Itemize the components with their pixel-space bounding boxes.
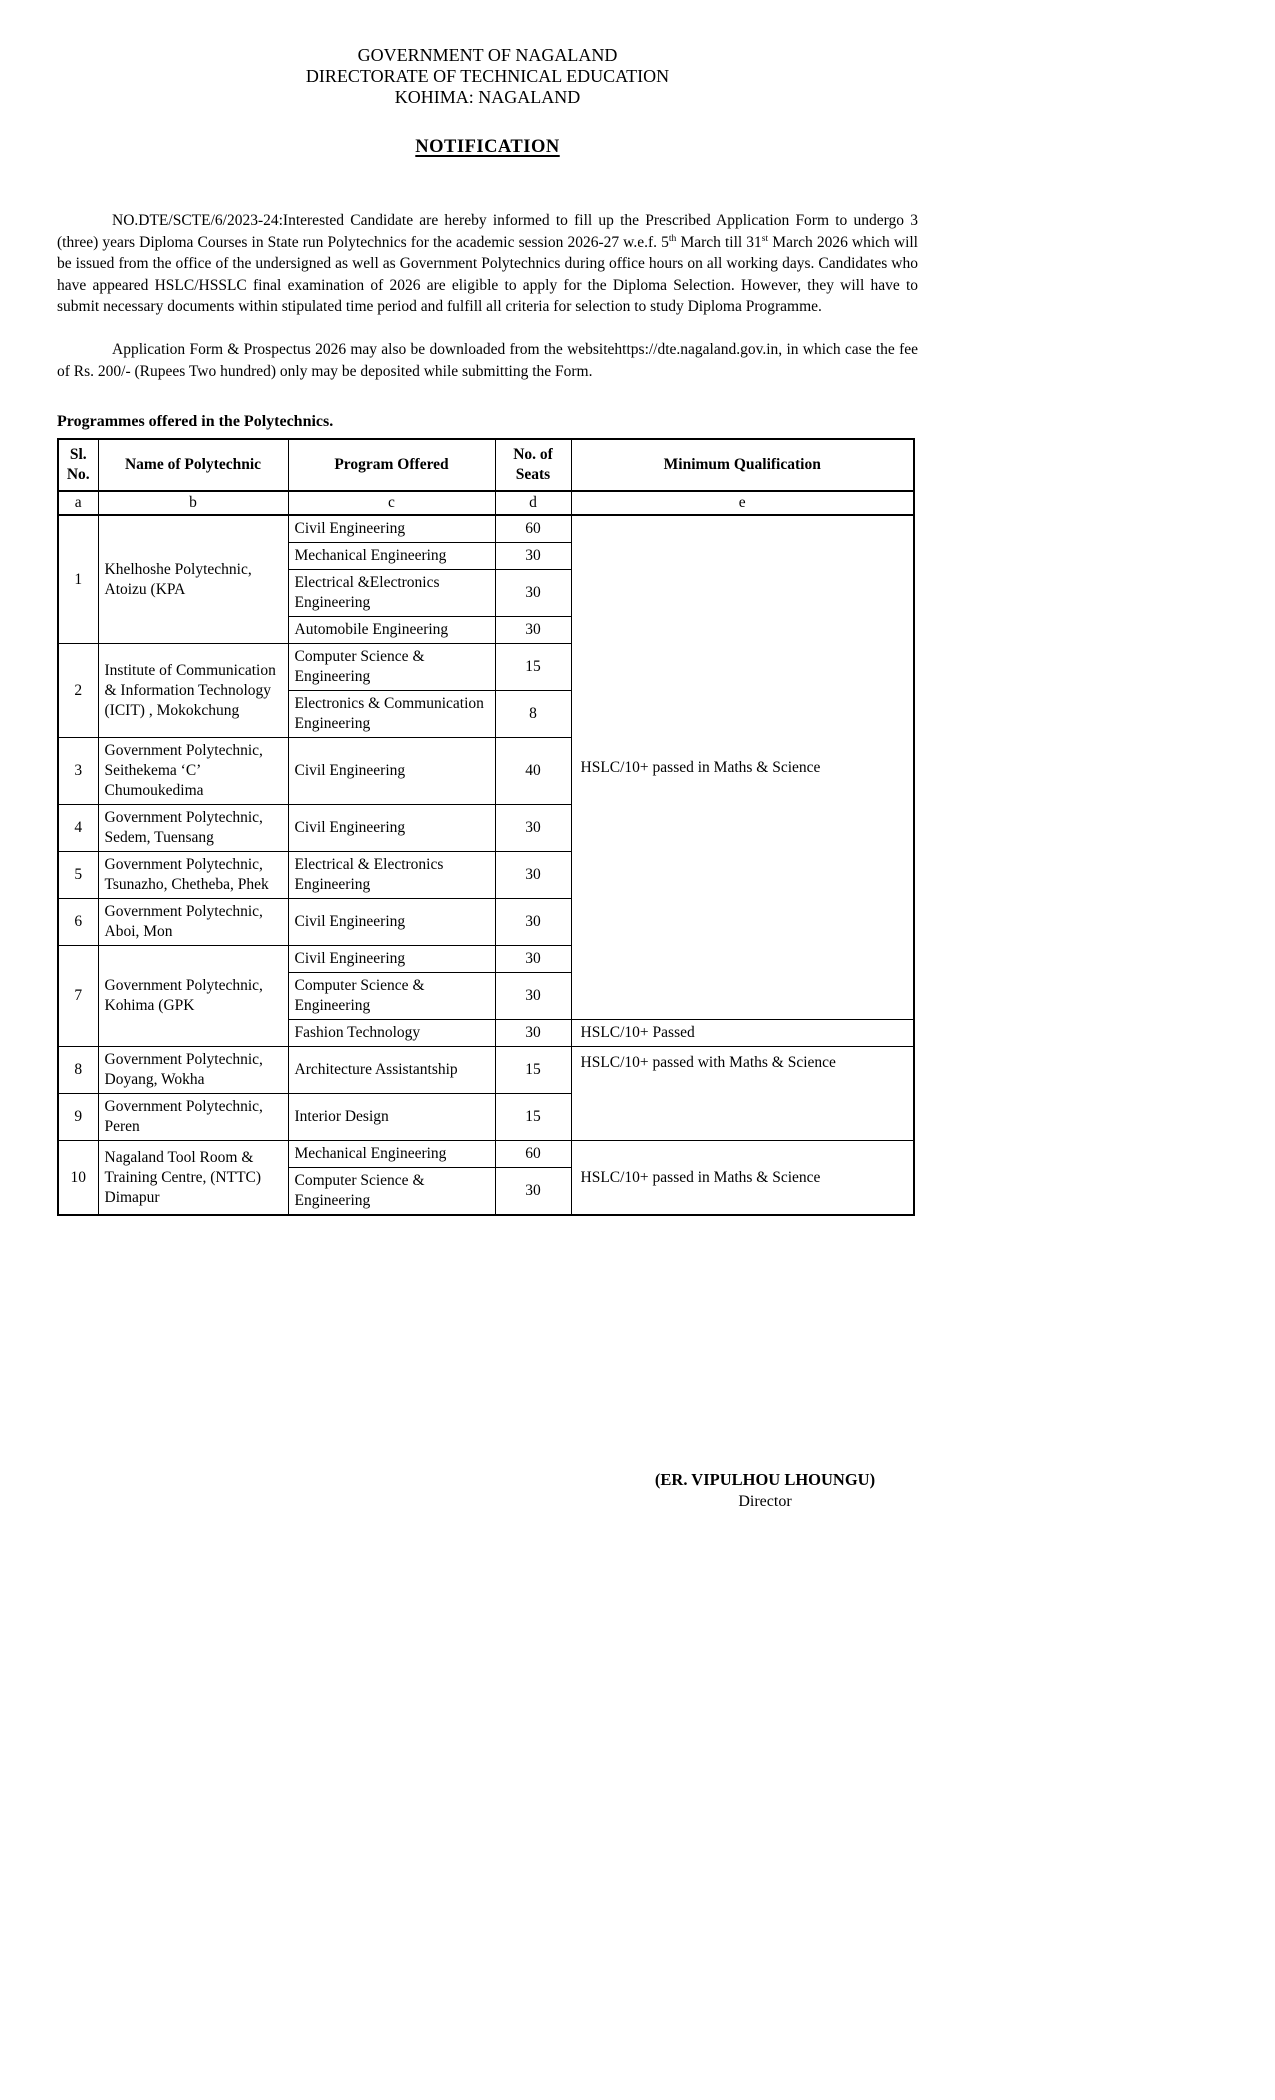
cell-seats: 30 <box>495 899 571 946</box>
ordinal-suffix-st: st <box>761 232 769 244</box>
cell-seats: 30 <box>495 570 571 617</box>
cell-program: Civil Engineering <box>288 805 495 852</box>
cell-seats: 60 <box>495 515 571 543</box>
col-header-qualification: Minimum Qualification <box>571 439 914 491</box>
cell-program: Civil Engineering <box>288 738 495 805</box>
signature-block <box>615 1469 915 1513</box>
signatory-name: (ER. VIPULHOU LHOUNGU) <box>654 1470 876 1490</box>
cell-seats: 40 <box>495 738 571 805</box>
directorate-line: DIRECTORATE OF TECHNICAL EDUCATION <box>305 66 670 86</box>
letter-c: c <box>288 491 495 515</box>
table-heading: Programmes offered in the Polytechnics. <box>57 413 334 431</box>
table-row <box>58 515 914 543</box>
notification-title <box>57 137 918 158</box>
cell-seats: 30 <box>495 1020 571 1047</box>
programmes-table <box>57 438 915 1216</box>
cell-sl-no: 6 <box>58 899 98 946</box>
table-header-row <box>58 439 914 491</box>
cell-seats: 30 <box>495 946 571 973</box>
location-line: KOHIMA: NAGALAND <box>394 87 581 107</box>
cell-polytechnic-name: Nagaland Tool Room & Training Centre, (NTTC) Dimapur <box>98 1141 288 1216</box>
org-name-line: GOVERNMENT OF NAGALAND <box>357 45 618 65</box>
column-letter-row <box>58 491 914 515</box>
cell-seats: 60 <box>495 1141 571 1168</box>
cell-sl-no: 4 <box>58 805 98 852</box>
notification-title-text: NOTIFICATION <box>415 137 560 157</box>
cell-polytechnic-name: Khelhoshe Polytechnic, Atoizu (KPA <box>98 515 288 644</box>
letter-d: d <box>495 491 571 515</box>
cell-sl-no: 3 <box>58 738 98 805</box>
cell-qualification: HSLC/10+ passed with Maths & Science <box>571 1047 914 1141</box>
letter-a: a <box>58 491 98 515</box>
cell-program: Automobile Engineering <box>288 617 495 644</box>
cell-program: Computer Science & Engineering <box>288 1168 495 1216</box>
letterhead <box>57 45 918 108</box>
cell-program: Interior Design <box>288 1094 495 1141</box>
col-header-seats: No. of Seats <box>495 439 571 491</box>
col-header-sl-no: Sl. No. <box>58 439 98 491</box>
cell-program: Civil Engineering <box>288 515 495 543</box>
letter-e: e <box>571 491 914 515</box>
cell-seats: 15 <box>495 644 571 691</box>
cell-program: Mechanical Engineering <box>288 1141 495 1168</box>
cell-sl-no: 9 <box>58 1094 98 1141</box>
ordinal-suffix-th: th <box>668 232 677 244</box>
letter-b: b <box>98 491 288 515</box>
cell-polytechnic-name: Government Polytechnic, Sedem, Tuensang <box>98 805 288 852</box>
cell-polytechnic-name: Government Polytechnic, Kohima (GPK <box>98 946 288 1047</box>
cell-program: Civil Engineering <box>288 946 495 973</box>
cell-polytechnic-name: Government Polytechnic, Seithekema ‘C’ Chumoukedima <box>98 738 288 805</box>
cell-seats: 30 <box>495 543 571 570</box>
cell-program: Civil Engineering <box>288 899 495 946</box>
table-row <box>58 1047 914 1094</box>
col-header-program: Program Offered <box>288 439 495 491</box>
notification-paragraph-1 <box>57 210 918 318</box>
cell-seats: 8 <box>495 691 571 738</box>
table-row <box>58 1141 914 1168</box>
para1-part2: March till 31 <box>676 233 762 251</box>
cell-polytechnic-name: Institute of Communication & Information Technology (ICIT) , Mokokchung <box>98 644 288 738</box>
cell-qualification: HSLC/10+ passed in Maths & Science <box>571 1141 914 1216</box>
cell-sl-no: 2 <box>58 644 98 738</box>
cell-program: Fashion Technology <box>288 1020 495 1047</box>
cell-polytechnic-name: Government Polytechnic, Doyang, Wokha <box>98 1047 288 1094</box>
cell-seats: 30 <box>495 805 571 852</box>
cell-sl-no: 8 <box>58 1047 98 1094</box>
cell-program: Mechanical Engineering <box>288 543 495 570</box>
cell-sl-no: 1 <box>58 515 98 644</box>
cell-program: Computer Science & Engineering <box>288 644 495 691</box>
cell-polytechnic-name: Government Polytechnic, Aboi, Mon <box>98 899 288 946</box>
cell-seats: 30 <box>495 973 571 1020</box>
cell-program: Architecture Assistantship <box>288 1047 495 1094</box>
notification-paragraph-2: Application Form & Prospectus 2026 may also be downloaded from the websitehttps://dte.nagaland.gov.in, in which case the fee of Rs. 200/- (Rupees Two hundred) only may be deposited while submitting the Form. <box>57 340 918 380</box>
signatory-designation: Director <box>738 1493 792 1511</box>
cell-polytechnic-name: Government Polytechnic, Peren <box>98 1094 288 1141</box>
cell-sl-no: 10 <box>58 1141 98 1216</box>
cell-seats: 30 <box>495 852 571 899</box>
col-header-polytechnic: Name of Polytechnic <box>98 439 288 491</box>
cell-qualification: HSLC/10+ Passed <box>571 1020 914 1047</box>
cell-seats: 30 <box>495 1168 571 1216</box>
cell-program: Computer Science & Engineering <box>288 973 495 1020</box>
cell-program: Electrical &Electronics Engineering <box>288 570 495 617</box>
cell-sl-no: 7 <box>58 946 98 1047</box>
cell-sl-no: 5 <box>58 852 98 899</box>
para1-part1: NO.DTE/SCTE/6/2023-24:Interested Candidate are hereby informed to fill up the Prescribed Application Form to undergo 3 (three) years Diploma Courses in State run Polytechnics for the academic session 2026-27 w.e.f. 5 <box>57 212 918 251</box>
cell-program: Electrical & Electronics Engineering <box>288 852 495 899</box>
cell-program: Electronics & Communication Engineering <box>288 691 495 738</box>
cell-seats: 15 <box>495 1094 571 1141</box>
para1-part3: March 2026 which will be issued from the office of the undersigned as well as Government Polytechnics during office hours on all working days. Candidates who have appeared HSLC/HSSLC final examination of 2026 are eligible to apply for the Diploma Selection. However, they will have to submit necessary documents within stipulated time period and fulfill all criteria for selection to study Diploma Programme. <box>57 233 918 316</box>
cell-polytechnic-name: Government Polytechnic, Tsunazho, Chetheba, Phek <box>98 852 288 899</box>
cell-qualification: HSLC/10+ passed in Maths & Science <box>571 515 914 1020</box>
cell-seats: 15 <box>495 1047 571 1094</box>
cell-seats: 30 <box>495 617 571 644</box>
